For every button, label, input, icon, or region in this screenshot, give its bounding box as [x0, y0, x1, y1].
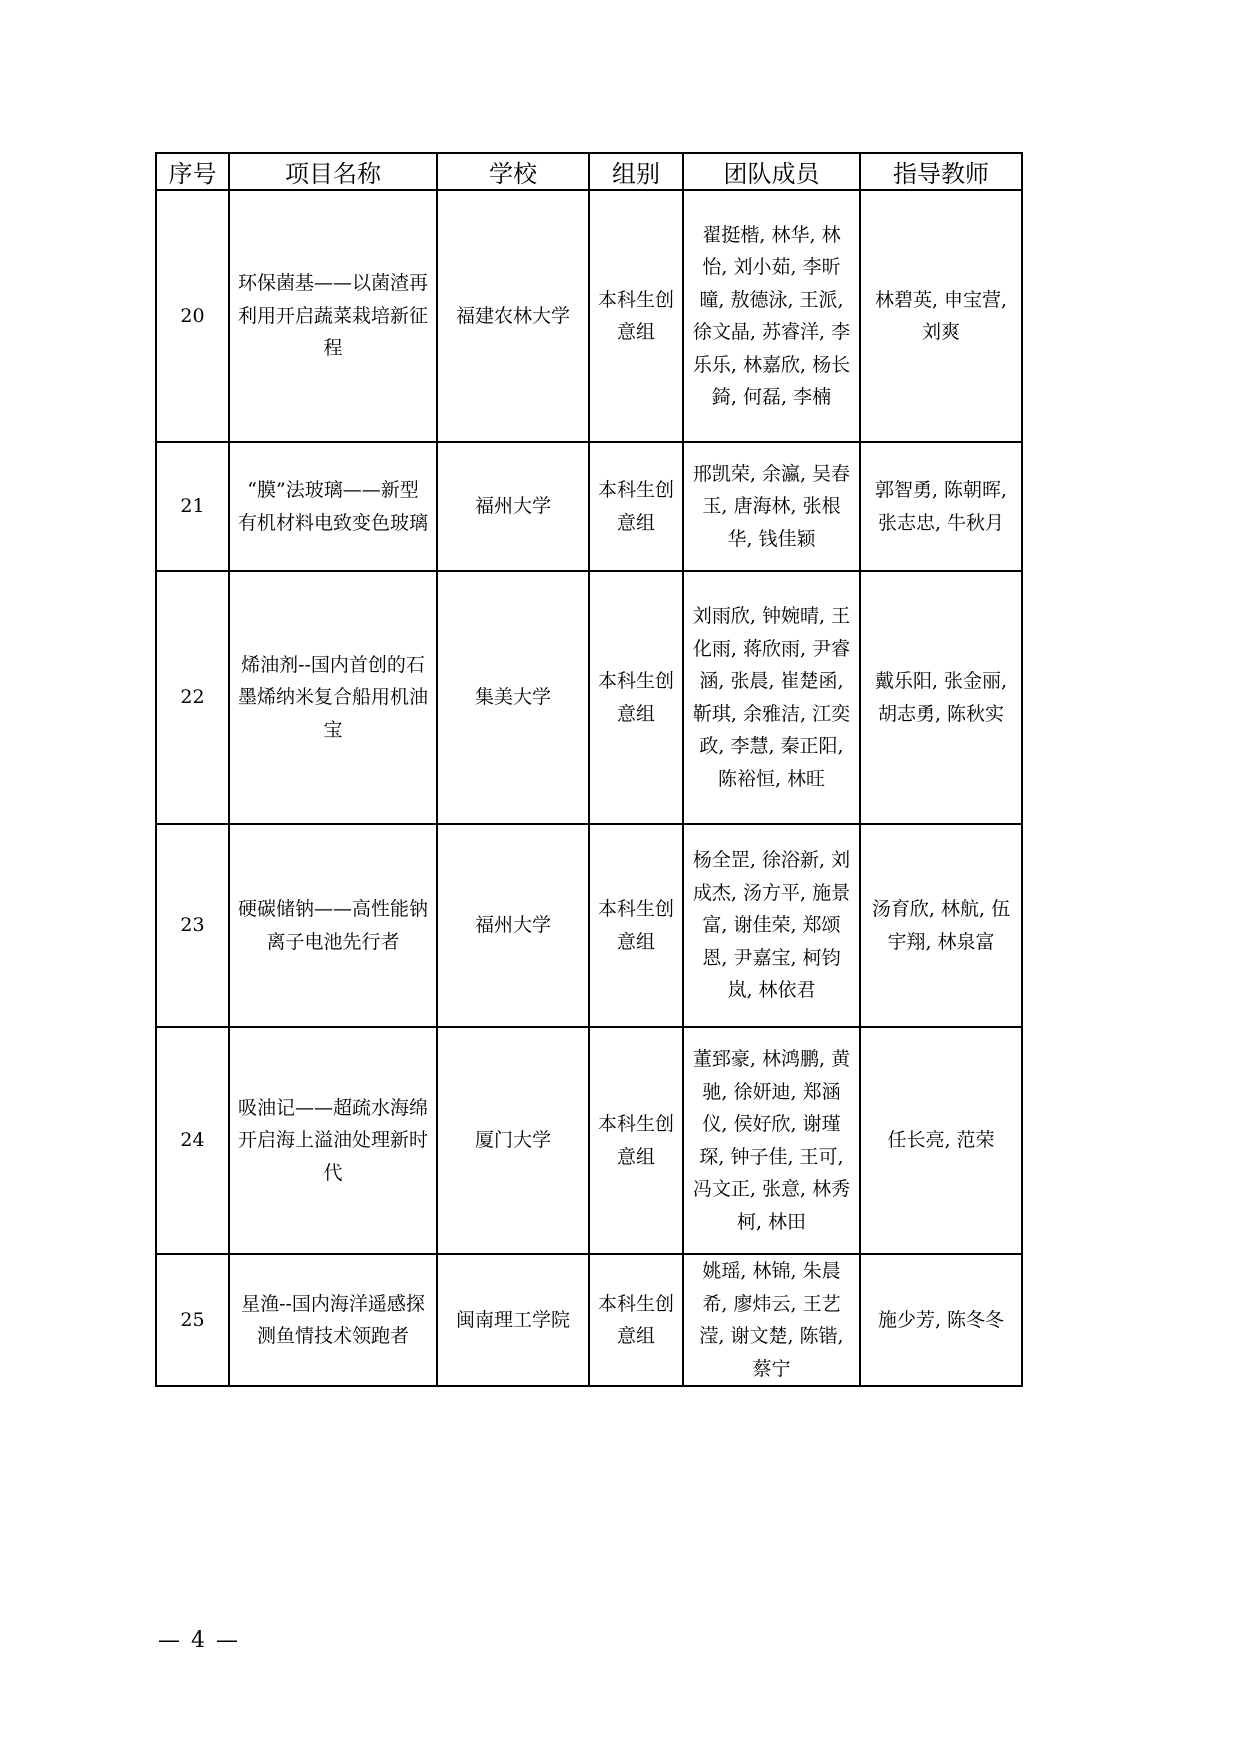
- cell-advisors: 汤育欣, 林航, 伍宇翔, 林泉富: [860, 824, 1022, 1027]
- cell-members: 杨全罡, 徐浴新, 刘成杰, 汤方平, 施景富, 谢佳荣, 郑颂恩, 尹嘉宝, 柯钧岚, 林依君: [683, 824, 860, 1027]
- cell-advisors: 郭智勇, 陈朝晖, 张志忠, 牛秋月: [860, 442, 1022, 571]
- cell-group: 本科生创意组: [589, 824, 683, 1027]
- header-school: 学校: [437, 153, 589, 190]
- award-table: [155, 152, 1023, 1387]
- cell-seq: 21: [156, 442, 229, 571]
- table-row: [156, 1027, 1022, 1254]
- cell-school: 福建农林大学: [437, 190, 589, 442]
- header-members: 团队成员: [683, 153, 860, 190]
- cell-project: 星渔--国内海洋遥感探测鱼情技术领跑者: [229, 1254, 437, 1386]
- table-row: [156, 1254, 1022, 1386]
- cell-project: 吸油记——超疏水海绵开启海上溢油处理新时代: [229, 1027, 437, 1254]
- cell-advisors: 任长亮, 范荣: [860, 1027, 1022, 1254]
- cell-group: 本科生创意组: [589, 190, 683, 442]
- header-group: 组别: [589, 153, 683, 190]
- cell-members: 董郅豪, 林鸿鹏, 黄驰, 徐妍迪, 郑涵仪, 侯好欣, 谢瑾琛, 钟子佳, 王可, 冯文正, 张意, 林秀柯, 林田: [683, 1027, 860, 1254]
- cell-advisors: 林碧英, 申宝营, 刘爽: [860, 190, 1022, 442]
- cell-group: 本科生创意组: [589, 1027, 683, 1254]
- cell-school: 福州大学: [437, 824, 589, 1027]
- cell-members: 姚瑶, 林锦, 朱晨希, 廖炜云, 王艺滢, 谢文楚, 陈锴, 蔡宁: [683, 1254, 860, 1386]
- cell-school: 厦门大学: [437, 1027, 589, 1254]
- cell-project: “膜”法玻璃——新型有机材料电致变色玻璃: [229, 442, 437, 571]
- table-row: [156, 571, 1022, 824]
- cell-school: 闽南理工学院: [437, 1254, 589, 1386]
- cell-members: 刘雨欣, 钟婉晴, 王化雨, 蒋欣雨, 尹睿涵, 张晨, 崔楚函, 靳琪, 余雅洁, 江奕政, 李慧, 秦正阳, 陈裕恒, 林旺: [683, 571, 860, 824]
- header-seq: 序号: [156, 153, 229, 190]
- cell-seq: 25: [156, 1254, 229, 1386]
- cell-members: 邢凯荣, 余瀛, 吴春玉, 唐海林, 张根华, 钱佳颖: [683, 442, 860, 571]
- cell-members: 翟挺楷, 林华, 林怡, 刘小茹, 李昕曈, 敖德泳, 王派, 徐文晶, 苏睿洋, 李乐乐, 林嘉欣, 杨长錡, 何磊, 李楠: [683, 190, 860, 442]
- cell-project: 环保菌基——以菌渣再利用开启蔬菜栽培新征程: [229, 190, 437, 442]
- cell-seq: 23: [156, 824, 229, 1027]
- table-row: [156, 442, 1022, 571]
- table-row: [156, 824, 1022, 1027]
- cell-advisors: 戴乐阳, 张金丽, 胡志勇, 陈秋实: [860, 571, 1022, 824]
- cell-advisors: 施少芳, 陈冬冬: [860, 1254, 1022, 1386]
- cell-seq: 24: [156, 1027, 229, 1254]
- cell-group: 本科生创意组: [589, 571, 683, 824]
- cell-group: 本科生创意组: [589, 1254, 683, 1386]
- cell-school: 集美大学: [437, 571, 589, 824]
- table-row: [156, 190, 1022, 442]
- cell-seq: 22: [156, 571, 229, 824]
- cell-project: 烯油剂--国内首创的石墨烯纳米复合船用机油宝: [229, 571, 437, 824]
- cell-school: 福州大学: [437, 442, 589, 571]
- header-advisors: 指导教师: [860, 153, 1022, 190]
- header-project: 项目名称: [229, 153, 437, 190]
- table-header-row: [156, 153, 1022, 190]
- page-number: — 4 —: [158, 1628, 240, 1653]
- cell-group: 本科生创意组: [589, 442, 683, 571]
- cell-project: 硬碳储钠——高性能钠离子电池先行者: [229, 824, 437, 1027]
- cell-seq: 20: [156, 190, 229, 442]
